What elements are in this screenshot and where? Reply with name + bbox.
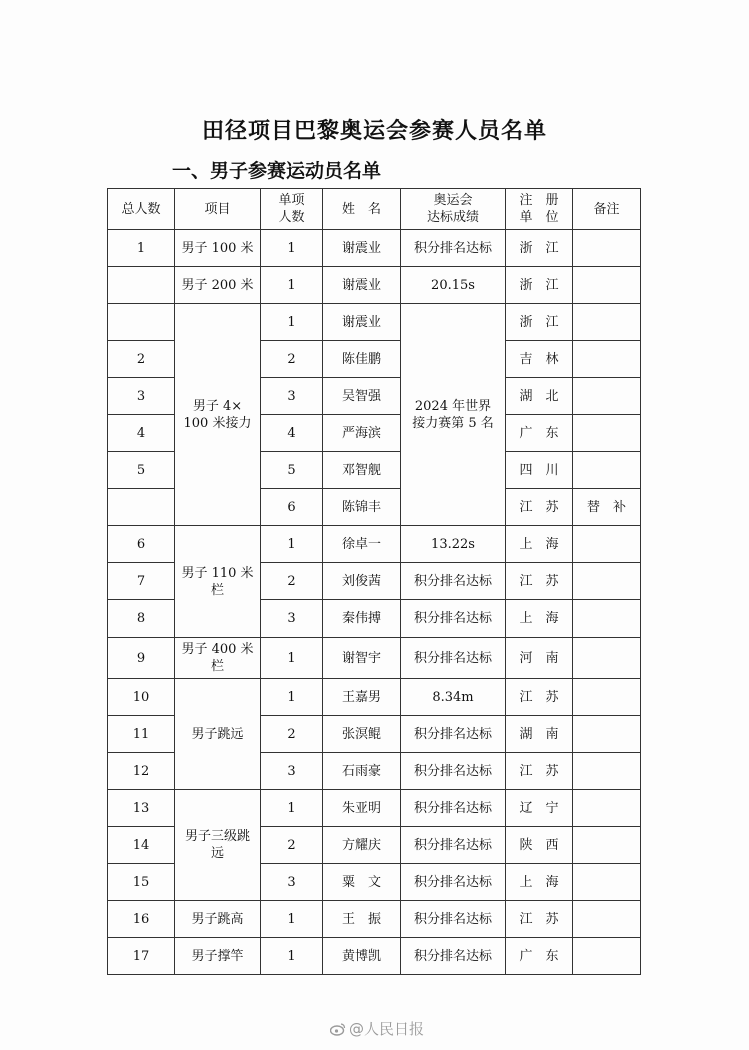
cell-unit: 四 川: [506, 452, 573, 489]
cell-event: 男子 400 米 栏: [175, 638, 261, 679]
cell-standard: 积分排名达标: [401, 901, 506, 938]
watermark-text: @人民日报: [349, 1020, 425, 1038]
table-row: [108, 901, 641, 938]
cell-count: 4: [261, 415, 323, 452]
cell-remark: [573, 378, 641, 415]
cell-name: 王 振: [323, 901, 401, 938]
watermark: [330, 1018, 424, 1039]
cell-count: 2: [261, 716, 323, 753]
header-event: 项目: [175, 189, 261, 230]
table-row: [108, 638, 641, 679]
cell-remark: [573, 304, 641, 341]
table-row: [108, 526, 641, 563]
section-heading: 一、男子参赛运动员名单: [172, 160, 382, 182]
cell-count: 1: [261, 638, 323, 679]
cell-unit: 江 苏: [506, 753, 573, 790]
cell-total: 10: [108, 679, 175, 716]
cell-remark: [573, 938, 641, 975]
cell-remark: [573, 753, 641, 790]
cell-unit: 广 东: [506, 415, 573, 452]
cell-standard: 积分排名达标: [401, 638, 506, 679]
cell-event: 男子 4× 100 米接力: [175, 304, 261, 526]
weibo-icon: [330, 1022, 346, 1036]
cell-event: 男子 100 米: [175, 230, 261, 267]
cell-name: 粟 文: [323, 864, 401, 901]
cell-event: 男子三级跳 远: [175, 790, 261, 901]
cell-total: 15: [108, 864, 175, 901]
header-remark: 备注: [573, 189, 641, 230]
cell-remark: [573, 827, 641, 864]
cell-remark: [573, 230, 641, 267]
cell-name: 谢智宇: [323, 638, 401, 679]
cell-remark: [573, 716, 641, 753]
cell-total: 13: [108, 790, 175, 827]
cell-remark: [573, 341, 641, 378]
cell-name: 朱亚明: [323, 790, 401, 827]
cell-remark: [573, 679, 641, 716]
cell-name: 邓智舰: [323, 452, 401, 489]
cell-unit: 吉 林: [506, 341, 573, 378]
cell-count: 1: [261, 938, 323, 975]
cell-unit: 河 南: [506, 638, 573, 679]
cell-unit: 浙 江: [506, 267, 573, 304]
cell-count: 1: [261, 901, 323, 938]
cell-count: 3: [261, 378, 323, 415]
table-header-row: [108, 189, 641, 230]
cell-total: 2: [108, 341, 175, 378]
cell-count: 2: [261, 341, 323, 378]
cell-name: 徐卓一: [323, 526, 401, 563]
header-unit: 注 册 单 位: [506, 189, 573, 230]
cell-standard: 8.34m: [401, 679, 506, 716]
cell-total: [108, 489, 175, 526]
cell-event: 男子跳高: [175, 901, 261, 938]
cell-unit: 湖 南: [506, 716, 573, 753]
cell-total: 16: [108, 901, 175, 938]
cell-standard: 积分排名达标: [401, 827, 506, 864]
cell-standard: 积分排名达标: [401, 600, 506, 638]
table-row: [108, 679, 641, 716]
cell-unit: 江 苏: [506, 563, 573, 600]
cell-standard: 积分排名达标: [401, 790, 506, 827]
cell-unit: 上 海: [506, 864, 573, 901]
cell-total: 4: [108, 415, 175, 452]
cell-total: 8: [108, 600, 175, 638]
cell-total: [108, 304, 175, 341]
table-row: [108, 230, 641, 267]
table-row: [108, 790, 641, 827]
document-title: 田径项目巴黎奥运会参赛人员名单: [201, 118, 547, 144]
cell-standard: 2024 年世界 接力赛第 5 名: [401, 304, 506, 526]
cell-event: 男子 200 米: [175, 267, 261, 304]
cell-count: 2: [261, 827, 323, 864]
table-row: [108, 267, 641, 304]
cell-total: 7: [108, 563, 175, 600]
cell-event: 男子 110 米 栏: [175, 526, 261, 638]
cell-total: 9: [108, 638, 175, 679]
cell-name: 谢震业: [323, 267, 401, 304]
cell-unit: 江 苏: [506, 489, 573, 526]
athlete-table: [107, 188, 641, 975]
cell-name: 石雨豪: [323, 753, 401, 790]
cell-name: 张溟鲲: [323, 716, 401, 753]
cell-standard: 13.22s: [401, 526, 506, 563]
cell-count: 2: [261, 563, 323, 600]
cell-remark: [573, 563, 641, 600]
cell-name: 秦伟搏: [323, 600, 401, 638]
cell-total: 12: [108, 753, 175, 790]
cell-event: 男子跳远: [175, 679, 261, 790]
cell-count: 3: [261, 753, 323, 790]
cell-unit: 广 东: [506, 938, 573, 975]
cell-name: 吴智强: [323, 378, 401, 415]
cell-standard: 积分排名达标: [401, 938, 506, 975]
cell-name: 方耀庆: [323, 827, 401, 864]
cell-unit: 浙 江: [506, 230, 573, 267]
table-row: [108, 938, 641, 975]
cell-standard: 积分排名达标: [401, 230, 506, 267]
cell-total: [108, 267, 175, 304]
cell-name: 谢震业: [323, 304, 401, 341]
cell-count: 1: [261, 526, 323, 563]
cell-event: 男子撑竿: [175, 938, 261, 975]
cell-standard: 积分排名达标: [401, 716, 506, 753]
cell-remark: [573, 638, 641, 679]
cell-total: 1: [108, 230, 175, 267]
cell-count: 1: [261, 790, 323, 827]
cell-total: 11: [108, 716, 175, 753]
cell-standard: 积分排名达标: [401, 563, 506, 600]
cell-unit: 江 苏: [506, 901, 573, 938]
cell-remark: [573, 452, 641, 489]
cell-count: 5: [261, 452, 323, 489]
cell-name: 刘俊茜: [323, 563, 401, 600]
cell-unit: 陕 西: [506, 827, 573, 864]
cell-name: 黄博凯: [323, 938, 401, 975]
cell-unit: 上 海: [506, 600, 573, 638]
cell-standard: 积分排名达标: [401, 753, 506, 790]
cell-name: 严海滨: [323, 415, 401, 452]
cell-total: 5: [108, 452, 175, 489]
cell-unit: 浙 江: [506, 304, 573, 341]
cell-count: 1: [261, 267, 323, 304]
cell-count: 1: [261, 304, 323, 341]
cell-standard: 20.15s: [401, 267, 506, 304]
cell-count: 6: [261, 489, 323, 526]
header-count: 单项 人数: [261, 189, 323, 230]
table-row: [108, 304, 641, 341]
cell-remark: [573, 864, 641, 901]
cell-total: 17: [108, 938, 175, 975]
cell-remark: 替 补: [573, 489, 641, 526]
cell-unit: 辽 宁: [506, 790, 573, 827]
header-total: 总人数: [108, 189, 175, 230]
cell-unit: 上 海: [506, 526, 573, 563]
cell-remark: [573, 790, 641, 827]
cell-total: 3: [108, 378, 175, 415]
cell-unit: 湖 北: [506, 378, 573, 415]
cell-unit: 江 苏: [506, 679, 573, 716]
header-standard: 奥运会 达标成绩: [401, 189, 506, 230]
cell-remark: [573, 600, 641, 638]
cell-remark: [573, 415, 641, 452]
cell-count: 3: [261, 864, 323, 901]
cell-remark: [573, 267, 641, 304]
cell-total: 14: [108, 827, 175, 864]
cell-standard: 积分排名达标: [401, 864, 506, 901]
cell-name: 陈佳鹏: [323, 341, 401, 378]
cell-count: 1: [261, 679, 323, 716]
cell-name: 谢震业: [323, 230, 401, 267]
cell-name: 王嘉男: [323, 679, 401, 716]
cell-remark: [573, 526, 641, 563]
cell-name: 陈锦丰: [323, 489, 401, 526]
cell-count: 1: [261, 230, 323, 267]
cell-total: 6: [108, 526, 175, 563]
cell-remark: [573, 901, 641, 938]
header-name: 姓 名: [323, 189, 401, 230]
cell-count: 3: [261, 600, 323, 638]
